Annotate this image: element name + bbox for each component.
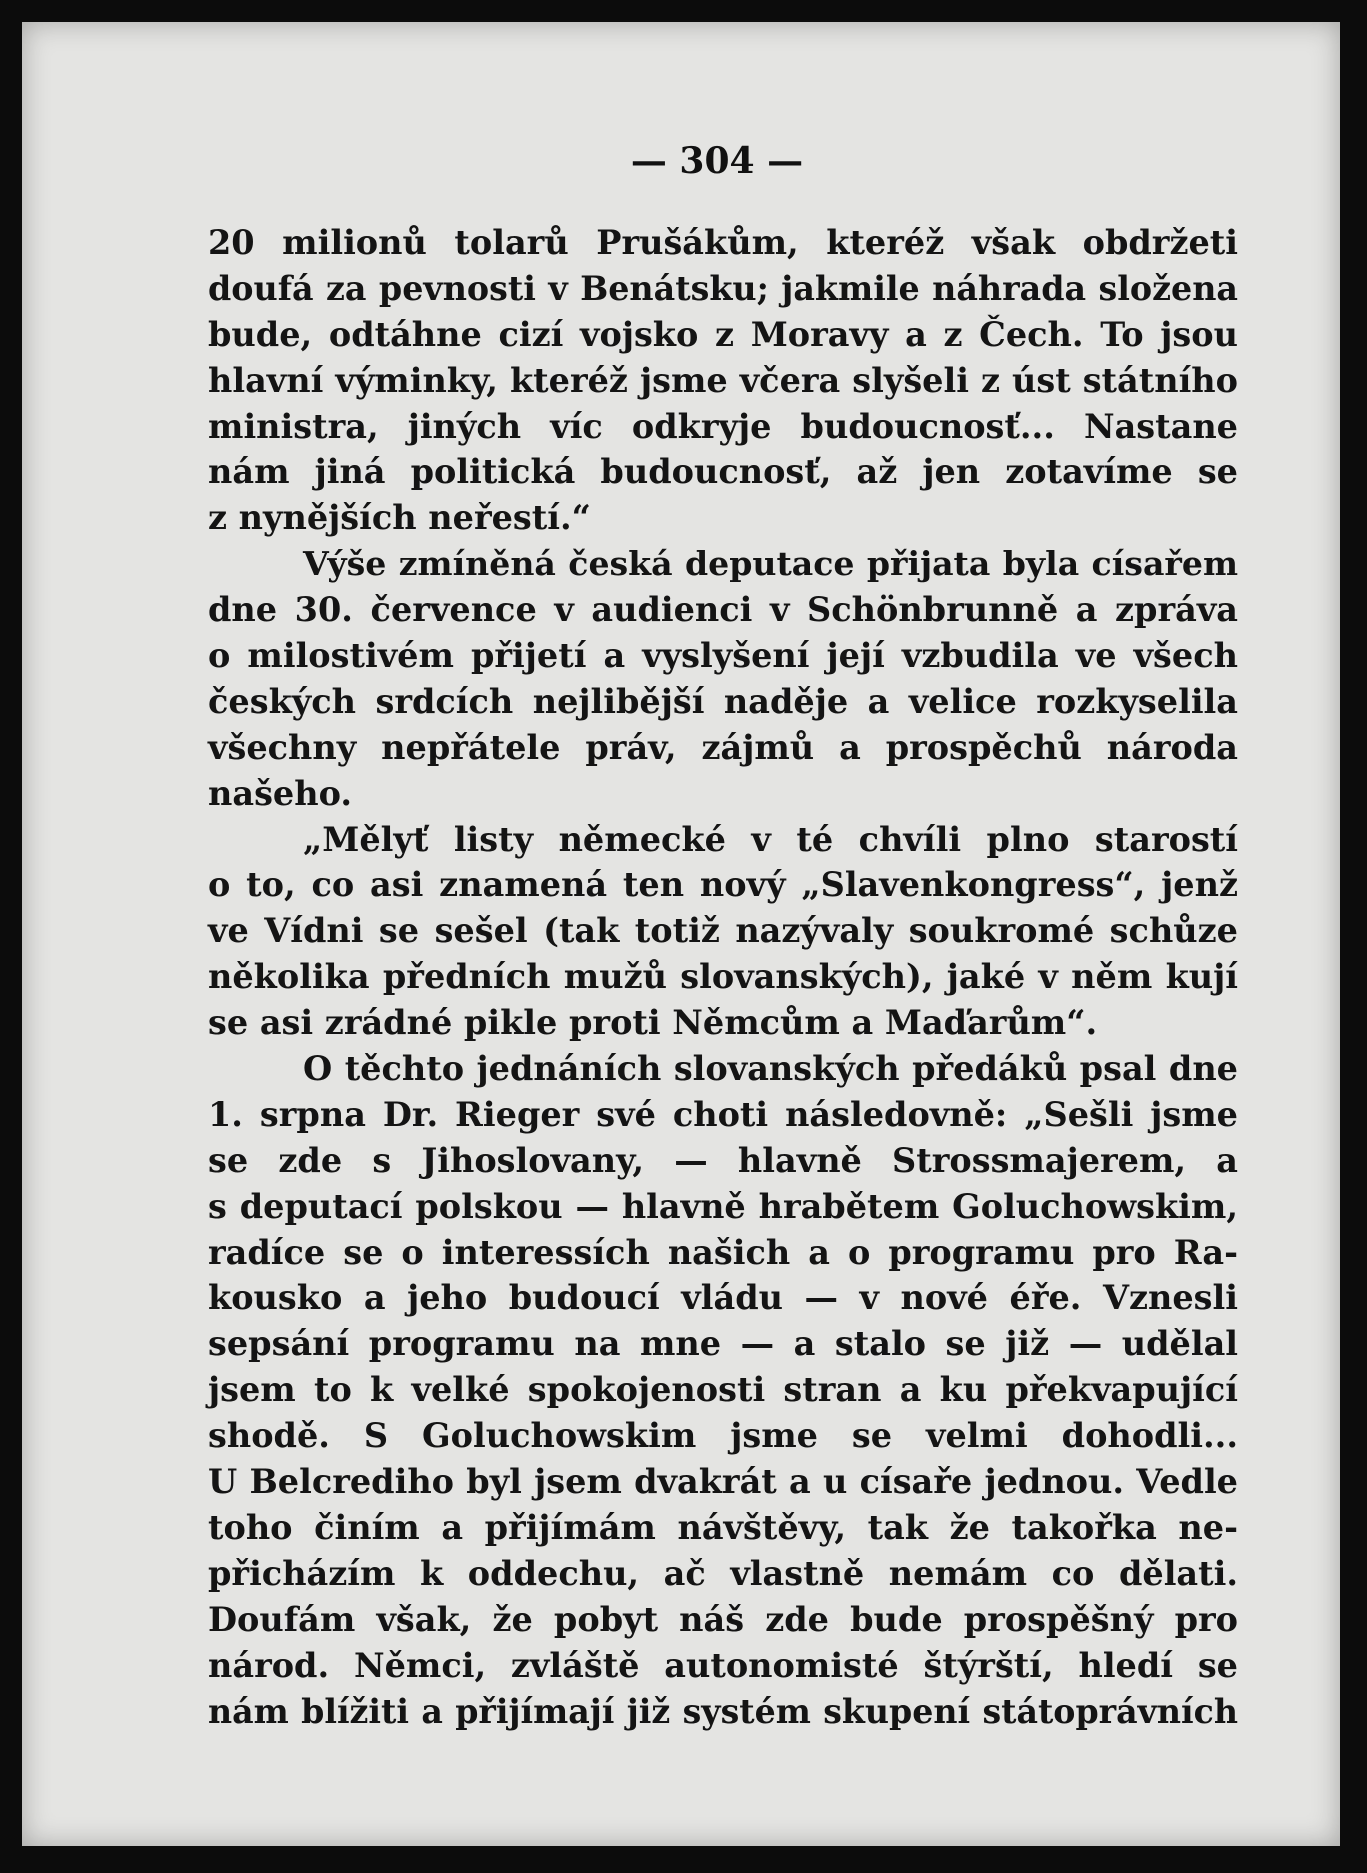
- book-page: [22, 22, 1340, 1846]
- text-line: ministra, jiných víc odkryje budoucnosť... Nastane: [208, 406, 1238, 446]
- text-line: doufá za pevnosti v Benátsku; jakmile náhrada složena: [208, 268, 1238, 308]
- text-line: sepsání programu na mne — a stalo se již — udělal: [208, 1324, 1238, 1364]
- text-line: Doufám však, že pobyt náš zde bude prospěšný pro: [208, 1599, 1238, 1639]
- text-line: radíce se o interessích našich a o programu pro Ra-: [208, 1232, 1238, 1272]
- text-line: několika předních mužů slovanských), jaké v něm kují: [208, 957, 1238, 997]
- text-line: o milostivém přijetí a vyslyšení její vzbudila ve všech: [208, 636, 1238, 676]
- text-line: 1. srpna Dr. Rieger své choti následovně: „Sešli jsme: [208, 1094, 1238, 1134]
- text-line: 20 milionů tolarů Prušákům, kteréž však obdržeti: [208, 223, 1238, 262]
- text-line: jsem to k velké spokojenosti stran a ku překvapující: [208, 1370, 1238, 1410]
- text-line: ve Vídni se sešel (tak totiž nazývaly soukromé schůze: [208, 911, 1238, 951]
- body-text: [208, 220, 1238, 1734]
- paragraph-start-line: Výše zmíněná česká deputace přijata byla císařem: [303, 544, 1238, 584]
- text-line: českých srdcích nejlibější naděje a velice rozkyselila: [208, 681, 1238, 721]
- text-line: U Belcrediho byl jsem dvakrát a u císaře jednou. Vedle: [208, 1462, 1238, 1502]
- text-line: s deputací polskou — hlavně hrabětem Goluchowskim,: [208, 1186, 1238, 1226]
- page-number: — 304 —: [630, 140, 804, 182]
- text-line: se asi zrádné pikle proti Němcům a Maďarům“.: [208, 1003, 1098, 1043]
- text-line: dne 30. července v audienci v Schönbrunně a zpráva: [208, 590, 1238, 630]
- paragraph-start-line: O těchto jednáních slovanských předáků psal dne: [303, 1049, 1238, 1089]
- text-line: bude, odtáhne cizí vojsko z Moravy a z Čech. To jsou: [208, 314, 1238, 354]
- text-line: se zde s Jihoslovany, — hlavně Strossmajerem, a: [208, 1140, 1238, 1180]
- text-line: kousko a jeho budoucí vládu — v nové éře. Vznesli: [208, 1278, 1238, 1318]
- text-line: národ. Němci, zvláště autonomisté štýrští, hledí se: [208, 1645, 1238, 1685]
- text-line: hlavní výminky, kteréž jsme včera slyšeli z úst státního: [208, 360, 1238, 400]
- text-line: přicházím k oddechu, ač vlastně nemám co dělati.: [208, 1553, 1238, 1593]
- text-line: našeho.: [208, 773, 353, 813]
- text-line: toho činím a přijímám návštěvy, tak že takořka ne-: [208, 1507, 1238, 1547]
- text-line: shodě. S Goluchowskim jsme se velmi dohodli...: [208, 1416, 1238, 1456]
- text-line: nám blížiti a přijímají již systém skupení státoprávních: [208, 1691, 1238, 1731]
- text-line: všechny nepřátele práv, zájmů a prospěchů národa: [208, 727, 1238, 767]
- text-line: z nynějších neřestí.“: [208, 498, 591, 538]
- text-line: nám jiná politická budoucnosť, až jen zotavíme se: [208, 452, 1238, 492]
- text-line: o to, co asi znamená ten nový „Slavenkongress“, jenž: [208, 865, 1238, 905]
- paragraph-start-line: „Mělyť listy německé v té chvíli plno starostí: [303, 819, 1238, 859]
